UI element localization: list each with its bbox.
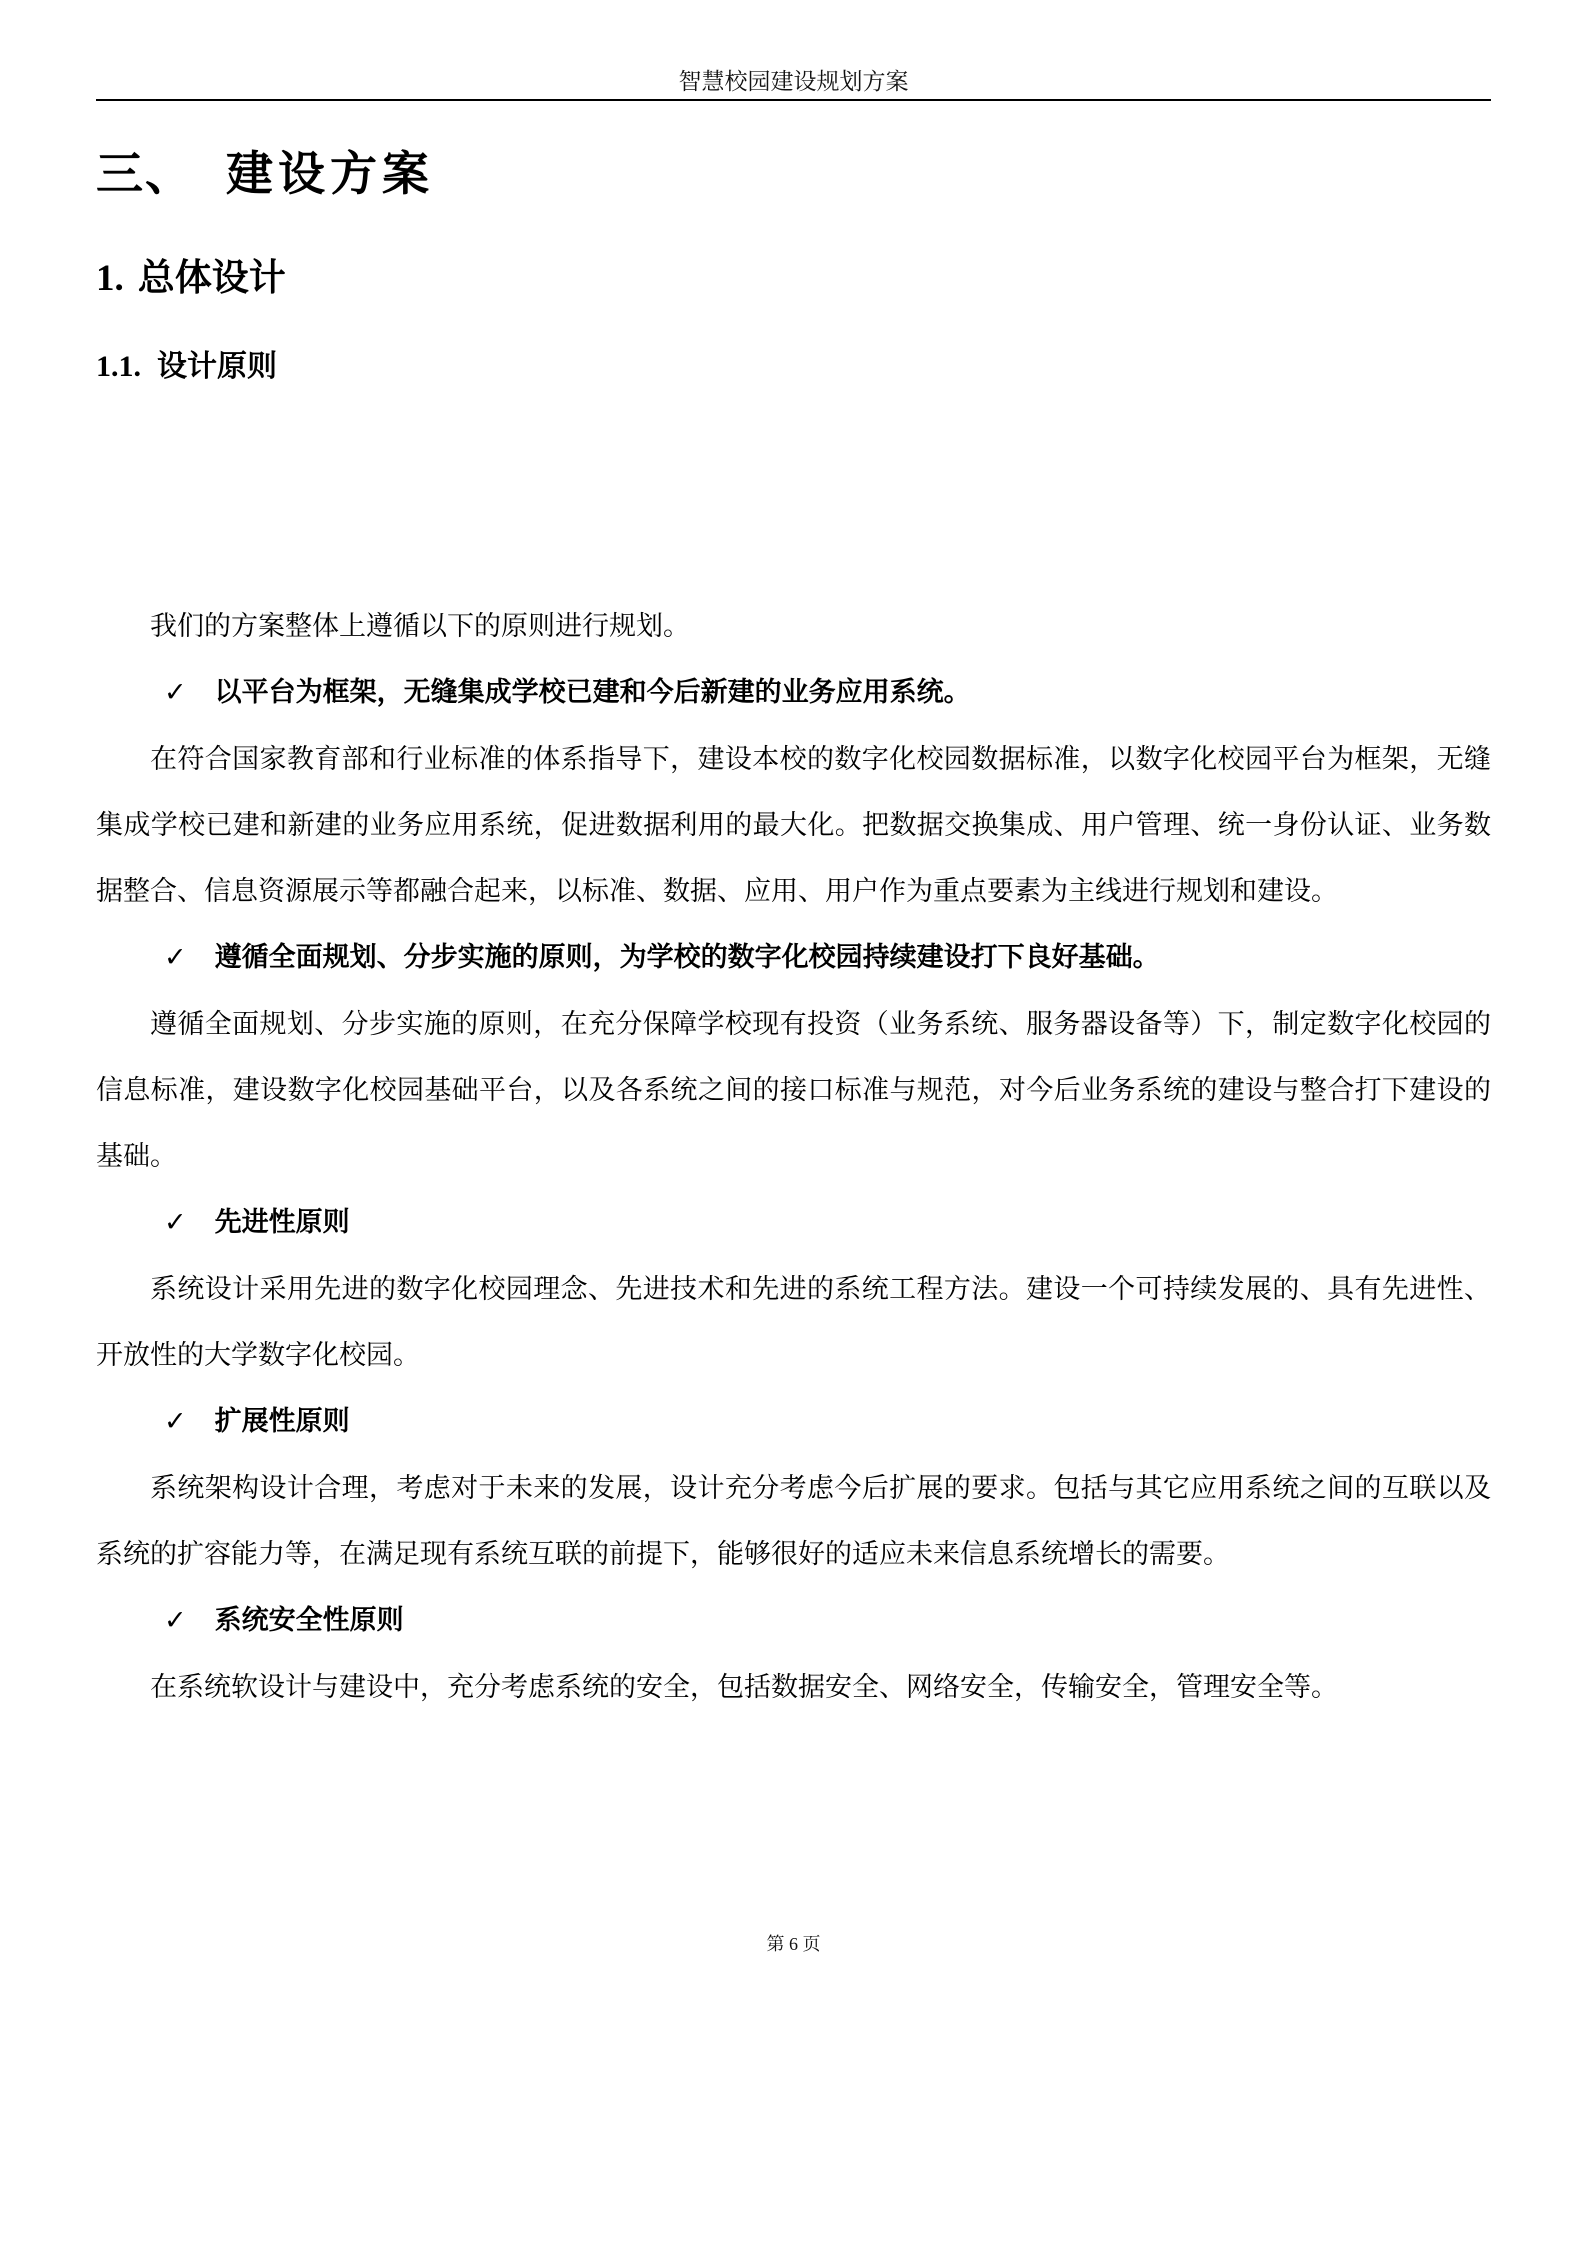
section-paragraph: 系统架构设计合理，考虑对于未来的发展，设计充分考虑今后扩展的要求。包括与其它应用系统之间的互联以及系统的扩容能力等，在满足现有系统互联的前提下，能够很好的适应未来信息系统增长的需要。 [96,1473,1491,1569]
checkmark-icon: ✓ [164,677,187,708]
header-divider-line [96,99,1491,101]
checkmark-icon: ✓ [164,942,187,973]
heading-level2 [96,255,1491,303]
bullet-item [96,659,1491,726]
bullet-item [96,1189,1491,1256]
bullet-label: 以平台为框架，无缝集成学校已建和今后新建的业务应用系统。 [214,677,971,707]
document-body [96,593,1491,1720]
heading-level1-title: 建设方案 [226,149,434,201]
bullet-label: 遵循全面规划、分步实施的原则，为学校的数字化校园持续建设打下良好基础。 [214,942,1160,972]
page-number: 第 6 页 [766,1934,821,1954]
heading-level3-number: 1.1. [96,350,141,383]
heading-level1 [96,145,1491,205]
checkmark-icon: ✓ [164,1605,187,1636]
intro-paragraph: 我们的方案整体上遵循以下的原则进行规划。 [150,611,690,641]
section-paragraph: 系统设计采用先进的数字化校园理念、先进技术和先进的系统工程方法。建设一个可持续发展的、具有先进性、开放性的大学数字化校园。 [96,1274,1491,1370]
checkmark-icon: ✓ [164,1207,187,1238]
page-header-title: 智慧校园建设规划方案 [678,69,909,94]
heading-level2-title: 总体设计 [137,258,286,299]
section-paragraph: 在系统软设计与建设中，充分考虑系统的安全，包括数据安全、网络安全，传输安全，管理安全等。 [150,1672,1338,1702]
heading-level3 [96,347,1491,387]
section-paragraph: 在符合国家教育部和行业标准的体系指导下，建设本校的数字化校园数据标准，以数字化校园平台为框架，无缝集成学校已建和新建的业务应用系统，促进数据利用的最大化。把数据交换集成、用户管理、统一身份认证、业务数据整合、信息资源展示等都融合起来，以标准、数据、应用、用户作为重点要素为主线进行规划和建设。 [96,744,1491,906]
bullet-label: 扩展性原则 [214,1406,350,1436]
heading-level3-title: 设计原则 [157,350,277,383]
checkmark-icon: ✓ [164,1406,187,1437]
bullet-label: 先进性原则 [214,1207,350,1237]
bullet-item [96,1388,1491,1455]
bullet-label: 系统安全性原则 [214,1605,404,1635]
bullet-item [96,1587,1491,1654]
section-paragraph: 遵循全面规划、分步实施的原则，在充分保障学校现有投资（业务系统、服务器设备等）下，制定数字化校园的信息标准，建设数字化校园基础平台，以及各系统之间的接口标准与规范，对今后业务系统的建设与整合打下建设的基础。 [96,1009,1491,1171]
bullet-item [96,924,1491,991]
heading-level1-number: 三、 [96,149,194,201]
heading-level2-number: 1. [96,258,124,299]
